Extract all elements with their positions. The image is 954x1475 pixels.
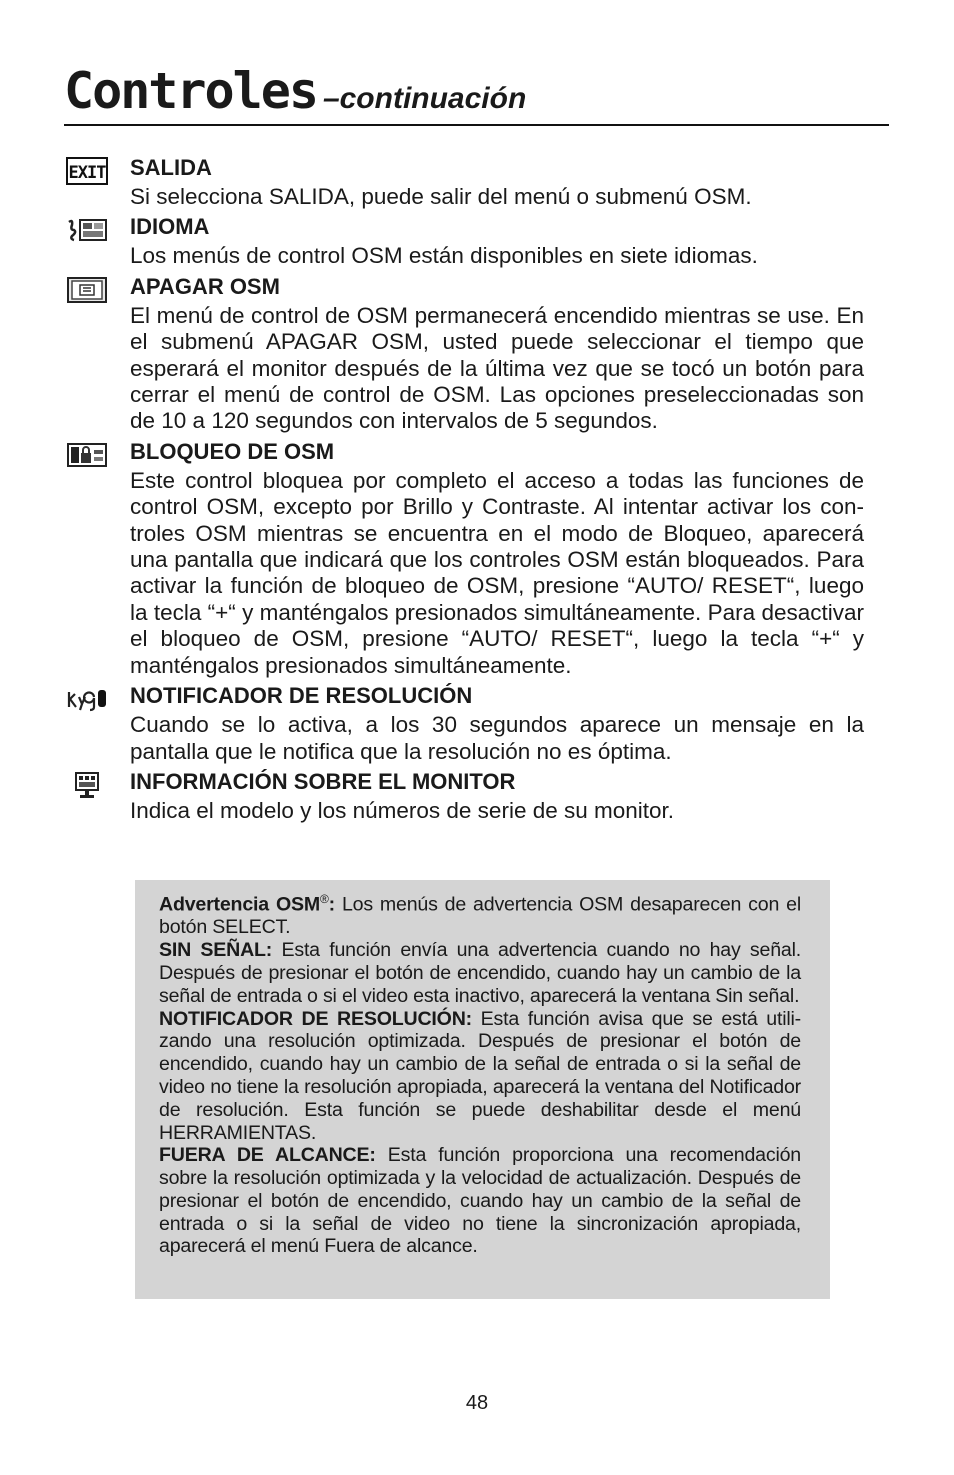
resolution-notifier-icon [66,685,108,713]
no-signal-label: SIN SEÑAL: [159,939,273,962]
page-number: 48 [465,1392,489,1414]
section-heading: BLOQUEO DE OSM [130,438,335,464]
section-body: Cuando se lo activa, a los 30 segundos aparece un mensaje en la pantalla que le notifica que la resolución no es óptima. [130,712,864,764]
control-sections [64,153,864,828]
no-signal-text: Esta función envía una advertencia cuando no hay señal. Después de presionar el botón de encendido, cuando hay un cambio de la señal de entrada o si el video esta inactivo, aparecerá la ventana Sin señal. [159,939,801,1007]
page-title [64,62,526,120]
section-body: Si selecciona SALIDA, puede salir del menú o submenú OSM. [130,184,752,209]
osm-off-icon [66,276,108,304]
section-heading: SALIDA [130,155,212,180]
no-signal-paragraph [159,939,801,1007]
section-body: Indica el modelo y los números de serie de su monitor. [130,797,675,823]
out-of-range-text: Esta función proporciona una recomendación sobre la resolución optimizada y la velocidad de actualización. Después de presionar el botón de encendido, cuando hay un cambio de la señal de entrada o si la señal de video no tiene la sincronización apropiada, aparecerá el menú Fuera de alcance. [159,1144,801,1258]
out-of-range-label: FUERA DE ALCANCE: [159,1144,376,1167]
osm-warning-colon: : [328,893,335,916]
section-body: Los menús de control OSM están disponibles en siete idiomas. [130,243,758,269]
section-monitor-info [64,769,864,824]
section-exit [64,155,864,210]
section-body: Este control bloquea por completo el acceso a todas las funciones de control OSM, excepto por Brillo y Contraste. Al intentar activar los con- troles OSM mientras se encuentra en el modo de Bloqueo, aparecerá una pantalla que indicará que los controles OSM están bloqueados. Para activar la función de bloqueo de OSM, presione “AUTO/ RESET“, luego la tecla “+“ y manténgalos presionados simultáneamente. Para desactivar el bloqueo de OSM, presione “AUTO/ RESET“, luego la tecla “+“ y manténgalos presionados simultáneamente. [130,467,864,678]
osm-warning-text: Los menús de advertencia OSM desaparecen con el botón SELECT. [159,893,802,939]
section-heading: INFORMACIÓN SOBRE EL MONITOR [130,768,516,794]
section-resolution-notifier [64,683,864,765]
section-heading: NOTIFICADOR DE RESOLUCIÓN [130,683,473,709]
svg-text:EXIT: EXIT [68,163,106,183]
registered-mark: ® [319,892,329,906]
out-of-range-paragraph [159,1144,801,1258]
section-heading: IDIOMA [130,214,210,240]
section-language [64,214,864,269]
title-divider [64,124,889,126]
osm-lock-icon [66,441,108,469]
osm-warning-paragraph [159,888,801,939]
section-heading: APAGAR OSM [130,273,280,299]
osm-warning-label: Advertencia OSM [159,893,320,916]
page-title-suffix: –continuación [322,82,527,115]
resolution-notifier-text: Esta función avisa que se está utili- zando una resolución optimizada. Después de presionar el botón de encendido, cuando hay un cambio de la señal de entrada o si la señal de video no tiene la resolución apropiada, aparecerá la ventana del Notificador de resolución. Esta función se puede deshabilitar desde el menú HERRAMIENTAS. [159,1007,801,1144]
monitor-info-icon [66,771,108,799]
exit-icon [66,157,108,185]
resolution-notifier-paragraph [159,1008,801,1145]
page-title-main: Controles [64,62,317,120]
section-body: El menú de control de OSM permanecerá encendido mientras se use. En el submenú APAGAR OSM, usted puede seleccionar el tiempo que esperará el monitor después de la última vez que se tocó un botón para cerrar el menú de control de OSM. Las opciones preseleccionadas son de 10 a 120 segundos con intervalos de 5 segundos. [130,302,864,434]
language-icon [66,216,108,244]
resolution-notifier-label: NOTIFICADOR DE RESOLUCIÓN: [159,1007,472,1030]
warnings-note-box [135,880,830,1299]
section-osm-off [64,274,864,435]
section-osm-lock [64,439,864,679]
